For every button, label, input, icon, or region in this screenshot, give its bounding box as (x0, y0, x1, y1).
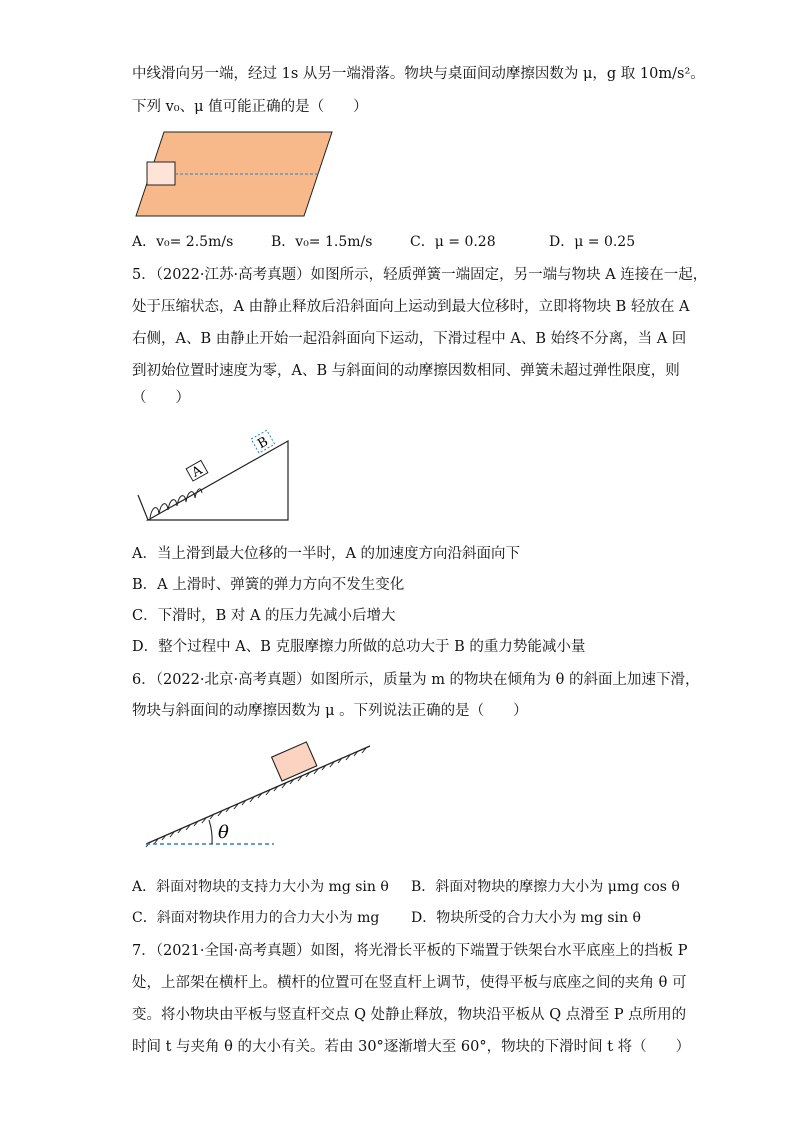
q4-block (147, 162, 175, 185)
q4-text-line-2: 下列 v₀、μ 值可能正确的是（ ） (132, 99, 368, 115)
q4-option-a: A．v₀= 2.5m/s (132, 234, 234, 250)
q6-text-line-2: 物块与斜面间的动摩擦因数为 μ 。下列说法正确的是（ ） (132, 703, 528, 719)
q5-label-a: A (189, 462, 205, 481)
q6-option-c: C．斜面对物块作用力的合力大小为 mg (132, 910, 380, 926)
q5-option-b: B．A 上滑时、弹簧的弹力方向不发生变化 (132, 577, 405, 593)
q5-option-a: A．当上滑到最大位移的一半时，A 的加速度方向沿斜面向下 (132, 546, 521, 562)
q6-slope-line (146, 746, 370, 844)
q7-text-line-3: 变。将小物块由平板与竖直杆交点 Q 处静止释放，物块沿平板从 Q 点滑至 P 点所用的 (132, 1007, 687, 1023)
q6-angle-arc (209, 820, 212, 844)
q5-option-d: D．整个过程中 A、B 克服摩擦力所做的总功大于 B 的重力势能减小量 (132, 639, 586, 655)
q4-text-line-1: 中线滑向另一端，经过 1s 从另一端滑落。物块与桌面间动摩擦因数为 μ，g 取 10m/s²。 (132, 66, 705, 82)
q6-option-a: A．斜面对物块的支持力大小为 mg sin θ (132, 879, 389, 895)
q7-text-line-4: 时间 t 与夹角 θ 的大小有关。若由 30°逐渐增大至 60°，物块的下滑时间 t 将（ ） (132, 1039, 691, 1055)
q7-text-line-2: 处，上部架在横杆上。横杆的位置可在竖直杆上调节，使得平板与底座之间的夹角 θ 可 (132, 975, 687, 991)
q5-label-b: B (255, 434, 271, 453)
q5-text-line-3: 右侧，A、B 由静止开始一起沿斜面向下运动，下滑过程中 A、B 始终不分离，当 A 回 (132, 331, 687, 347)
q4-figure-table (134, 130, 334, 220)
q5-text-line-1: 5．（2022·江苏·高考真题）如图所示，轻质弹簧一端固定，另一端与物块 A 连接在一起， (132, 267, 708, 283)
q5-option-c: C．下滑时，B 对 A 的压力先减小后增大 (132, 608, 396, 624)
q5-text-line-5: （ ） (132, 390, 190, 406)
q5-figure-incline (136, 423, 296, 523)
q4-option-b: B．v₀= 1.5m/s (271, 234, 373, 250)
q6-angle-label: θ (218, 822, 229, 843)
q5-block-a (186, 460, 208, 482)
q6-option-d: D．物块所受的合力大小为 mg sin θ (411, 910, 641, 926)
q6-block (272, 742, 317, 781)
q5-text-line-4: 到初始位置时速度为零，A、B 与斜面间的动摩擦因数相同、弹簧未超过弹性限度，则 (132, 363, 680, 379)
q6-text-line-1: 6．（2022·北京·高考真题）如图所示，质量为 m 的物块在倾角为 θ 的斜面上加速下滑， (132, 672, 700, 688)
q6-figure-slope (144, 740, 384, 855)
q5-wall (138, 495, 148, 520)
q4-option-c: C．μ = 0.28 (410, 234, 496, 250)
q5-spring (150, 489, 202, 518)
q5-text-line-2: 处于压缩状态，A 由静止释放后沿斜面向上运动到最大位移时，立即将物块 B 轻放在 A (132, 299, 690, 315)
q4-option-d: D．μ = 0.25 (549, 234, 636, 250)
q5-incline (148, 441, 288, 520)
q6-hatching (146, 748, 366, 847)
q7-text-line-1: 7．（2021·全国·高考真题）如图，将光滑长平板的下端置于铁架台水平底座上的挡板 P (132, 943, 688, 959)
q6-option-b: B．斜面对物块的摩擦力大小为 μmg cos θ (411, 879, 680, 895)
